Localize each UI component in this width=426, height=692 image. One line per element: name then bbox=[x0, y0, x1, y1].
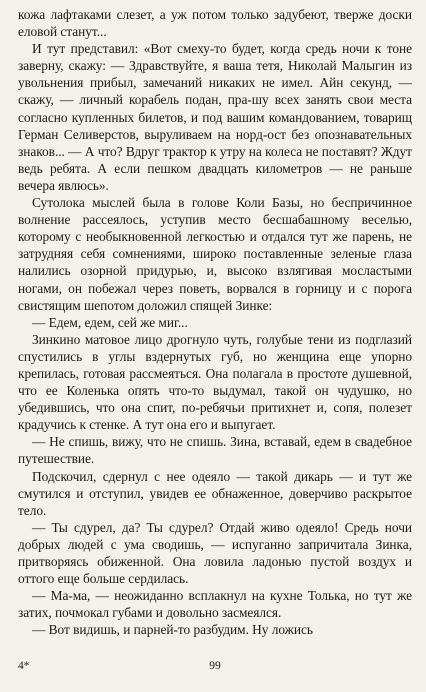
paragraph: Подскочил, сдернул с нее одеяло — такой дикарь — и тут же смутился и отступил, увидев ее обнаженное, доверчиво раскрытое тело. bbox=[18, 468, 412, 518]
paragraph: — Не спишь, вижу, что не спишь. Зина, вставай, едем в свадебное путешествие. bbox=[18, 434, 412, 467]
paragraph: Зинкино матовое лицо дрогнуло чуть, голубые тени из подглазий спустились в углы вздернутых губ, но женщина еще упорно крепилась, готовая рассмеяться. Она полагала в простоте душевной, что ее Коленька опять что-то выдумал, такой он чудушко, но убедившись, что она спит, по-ребячьи притихнет и, сопя, полезет крадучись к стенке. А тут она его и выпугает. bbox=[18, 331, 412, 433]
page-footer bbox=[18, 660, 412, 676]
body-text bbox=[18, 6, 412, 638]
paragraph: Сутолока мыслей была в голове Коли Базы, но беспричинное волнение рассеялось, уступив место бесшабашному веселью, которому с необыкновенной легкостью и отдался тут же парень, не затрудняя себя сомнениями, широко поставленные зеленые глаза налились озорной придурью, и, высоко взлягивая мосластыми ногами, он побежал через поветь, ворвался в горницу и с порога свистящим шепотом доложил спящей Зинке: bbox=[18, 195, 412, 313]
page-number: 99 bbox=[209, 660, 221, 672]
paragraph: — Ты сдурел, да? Ты сдурел? Отдай живо одеяло! Средь ночи добрых людей с ума сводишь, — испуганно запричитала Зинка, притворяясь обиженной. Она ловила ладонью пустой воздух и оттого еще больше сердилась. bbox=[18, 519, 412, 587]
paragraph: — Ма-ма, — неожиданно всплакнул на кухне Толька, но тут же затих, почмокал губами и довольно засмеялся. bbox=[18, 588, 412, 621]
paragraph: — Едем, едем, сей же миг... bbox=[32, 314, 188, 330]
printer-signature-mark: 4* bbox=[18, 660, 30, 672]
paragraph: — Вот видишь, и парней-то разбудим. Ну ложись bbox=[32, 622, 313, 638]
paragraph: И тут представил: «Вот смеху-то будет, когда средь ночи к тоне заверну, скажу: — Здравствуйте, я ваша тетя, Николай Малыгин из увольнения прибыл, замечаний никаких не имел. Айн секунд, — скажу, — личный корабель подан, пра-шу всех занять свои места согласно купленных билетов, и под вашим командованием, товарищ Герман Селиверстов, выруливаем на норд-ост без опознавательных знаков... — А что? Вдруг трактор к утру на колеса не поставят? Ждут ведь ребята. А если пешком двадцать километров — не раньше вечера явлюсь». bbox=[18, 41, 412, 193]
paragraph: кожа лафтаками слезет, а уж потом только задубеют, тверже доски еловой станут... bbox=[18, 7, 412, 40]
